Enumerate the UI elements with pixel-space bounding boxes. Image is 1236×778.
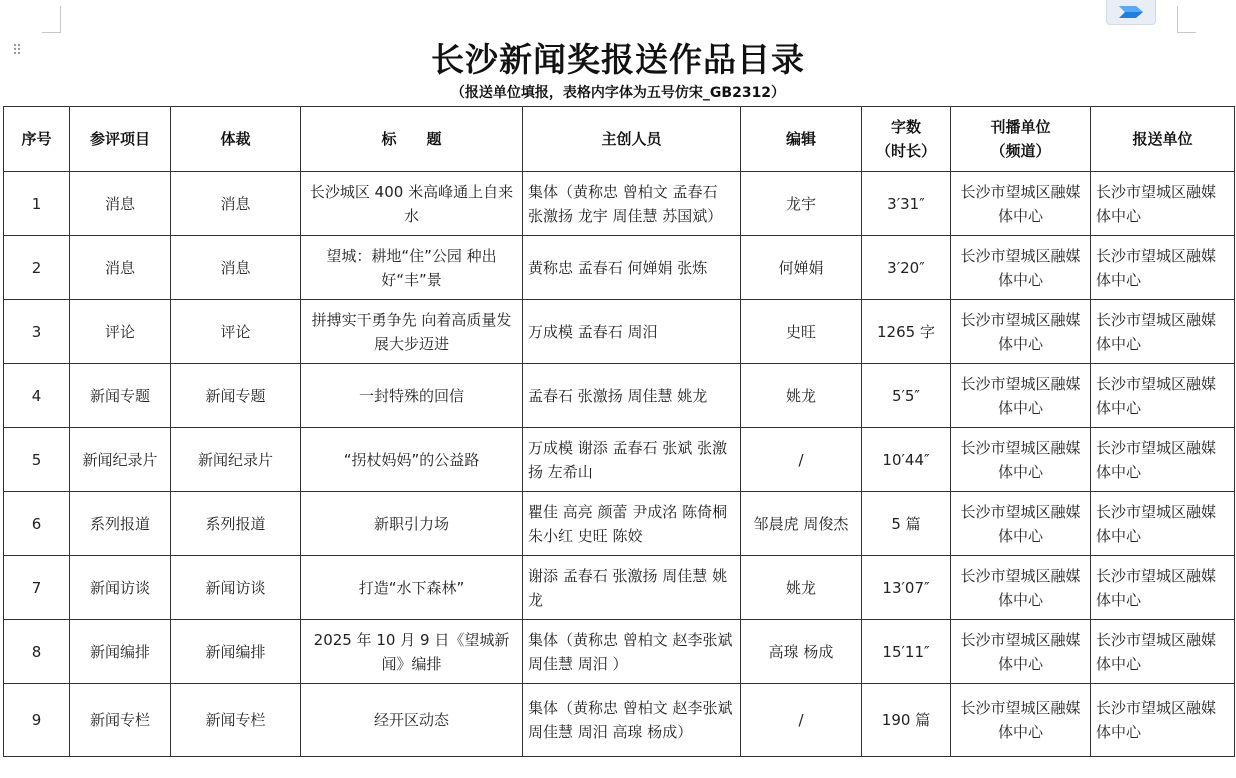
cell-category: 评论 <box>70 300 171 364</box>
cell-title: 望城：耕地“住”公园 种出好“丰”景 <box>301 236 523 300</box>
header-no: 序号 <box>4 107 70 172</box>
cell-genre: 新闻专题 <box>171 364 301 428</box>
cell-publisher: 长沙市望城区融媒体中心 <box>951 684 1091 757</box>
cell-publisher: 长沙市望城区融媒体中心 <box>951 236 1091 300</box>
cell-title: 拼搏实干勇争先 向着高质量发展大步迈进 <box>301 300 523 364</box>
cell-creators: 黄称忠 孟春石 何婵娟 张炼 <box>523 236 741 300</box>
cell-creators: 万成模 孟春石 周汨 <box>523 300 741 364</box>
table-row <box>4 684 1235 757</box>
header-length-line1: 字数 <box>890 118 921 136</box>
table-row <box>4 236 1235 300</box>
cell-creators: 万成模 谢添 孟春石 张斌 张激扬 左希山 <box>523 428 741 492</box>
cell-genre: 新闻纪录片 <box>171 428 301 492</box>
cell-editor: 龙宇 <box>741 172 862 236</box>
cell-no: 5 <box>4 428 70 492</box>
cell-editor: 邹晨虎 周俊杰 <box>741 492 862 556</box>
cell-submitter: 长沙市望城区融媒体中心 <box>1091 364 1235 428</box>
cell-submitter: 长沙市望城区融媒体中心 <box>1091 236 1235 300</box>
cell-category: 消息 <box>70 172 171 236</box>
cell-length: 15′11″ <box>862 620 951 684</box>
drag-handle-icon[interactable]: ⠿ <box>12 43 22 59</box>
cell-no: 2 <box>4 236 70 300</box>
cell-editor: / <box>741 428 862 492</box>
cell-title: 2025 年 10 月 9 日《望城新闻》编排 <box>301 620 523 684</box>
cell-editor: / <box>741 684 862 757</box>
table-row <box>4 492 1235 556</box>
cell-creators: 集体（黄称忠 曾柏文 孟春石 张激扬 龙宇 周佳慧 苏国斌） <box>523 172 741 236</box>
header-category: 参评项目 <box>70 107 171 172</box>
page-corner-mark-right <box>1177 6 1196 33</box>
cell-editor: 高瑔 杨成 <box>741 620 862 684</box>
cell-publisher: 长沙市望城区融媒体中心 <box>951 300 1091 364</box>
cell-editor: 姚龙 <box>741 556 862 620</box>
cell-title: 打造“水下森林” <box>301 556 523 620</box>
header-genre: 体裁 <box>171 107 301 172</box>
cell-submitter: 长沙市望城区融媒体中心 <box>1091 684 1235 757</box>
header-submitter: 报送单位 <box>1091 107 1235 172</box>
cell-title: 新职引力场 <box>301 492 523 556</box>
cell-category: 新闻专栏 <box>70 684 171 757</box>
cell-creators: 集体（黄称忠 曾柏文 赵李张斌 周佳慧 周汨 高瑔 杨成） <box>523 684 741 757</box>
cell-title: 长沙城区 400 米高峰通上自来水 <box>301 172 523 236</box>
document-subtitle: （报送单位填报，表格内字体为五号仿宋_GB2312） <box>450 85 786 101</box>
header-length-line2: （时长） <box>875 142 936 160</box>
cell-publisher: 长沙市望城区融媒体中心 <box>951 428 1091 492</box>
cell-submitter: 长沙市望城区融媒体中心 <box>1091 620 1235 684</box>
header-creators: 主创人员 <box>523 107 741 172</box>
cell-publisher: 长沙市望城区融媒体中心 <box>951 556 1091 620</box>
header-publisher <box>951 107 1091 172</box>
table-row <box>4 300 1235 364</box>
document-title: 长沙新闻奖报送作品目录 <box>431 40 805 79</box>
cell-submitter: 长沙市望城区融媒体中心 <box>1091 492 1235 556</box>
cell-editor: 何婵娟 <box>741 236 862 300</box>
cell-submitter: 长沙市望城区融媒体中心 <box>1091 172 1235 236</box>
cell-no: 9 <box>4 684 70 757</box>
header-editor: 编辑 <box>741 107 862 172</box>
cell-length: 5 篇 <box>862 492 951 556</box>
cell-submitter: 长沙市望城区融媒体中心 <box>1091 300 1235 364</box>
cell-length: 13′07″ <box>862 556 951 620</box>
submission-table <box>3 106 1235 757</box>
cell-editor: 史旺 <box>741 300 862 364</box>
cell-length: 190 篇 <box>862 684 951 757</box>
cell-genre: 评论 <box>171 300 301 364</box>
header-title: 标 题 <box>301 107 523 172</box>
header-publisher-line2: （频道） <box>990 142 1051 160</box>
cell-editor: 姚龙 <box>741 364 862 428</box>
cell-genre: 新闻访谈 <box>171 556 301 620</box>
floating-toggle-button[interactable] <box>1106 0 1156 25</box>
cell-genre: 系列报道 <box>171 492 301 556</box>
header-publisher-line1: 刊播单位 <box>990 118 1051 136</box>
cell-title: “拐杖妈妈”的公益路 <box>301 428 523 492</box>
cell-creators: 孟春石 张激扬 周佳慧 姚龙 <box>523 364 741 428</box>
cell-title: 经开区动态 <box>301 684 523 757</box>
cell-publisher: 长沙市望城区融媒体中心 <box>951 364 1091 428</box>
table-row <box>4 428 1235 492</box>
cell-publisher: 长沙市望城区融媒体中心 <box>951 620 1091 684</box>
table-row <box>4 620 1235 684</box>
cell-creators: 谢添 孟春石 张激扬 周佳慧 姚龙 <box>523 556 741 620</box>
cell-no: 1 <box>4 172 70 236</box>
cell-category: 新闻编排 <box>70 620 171 684</box>
cell-submitter: 长沙市望城区融媒体中心 <box>1091 428 1235 492</box>
cell-no: 8 <box>4 620 70 684</box>
cell-publisher: 长沙市望城区融媒体中心 <box>951 492 1091 556</box>
cell-category: 新闻纪录片 <box>70 428 171 492</box>
cell-creators: 瞿佳 高亮 颜蕾 尹成洺 陈倚桐 朱小红 史旺 陈姣 <box>523 492 741 556</box>
cell-no: 6 <box>4 492 70 556</box>
cell-genre: 消息 <box>171 236 301 300</box>
cell-length: 3′20″ <box>862 236 951 300</box>
cell-publisher: 长沙市望城区融媒体中心 <box>951 172 1091 236</box>
cell-length: 5′5″ <box>862 364 951 428</box>
cell-category: 新闻访谈 <box>70 556 171 620</box>
cell-genre: 新闻编排 <box>171 620 301 684</box>
table-header-row <box>4 107 1235 172</box>
cell-title: 一封特殊的回信 <box>301 364 523 428</box>
cell-no: 3 <box>4 300 70 364</box>
cell-category: 系列报道 <box>70 492 171 556</box>
table-row <box>4 172 1235 236</box>
cell-submitter: 长沙市望城区融媒体中心 <box>1091 556 1235 620</box>
cell-length: 1265 字 <box>862 300 951 364</box>
cell-no: 7 <box>4 556 70 620</box>
table-row <box>4 364 1235 428</box>
page-corner-mark-left <box>42 6 61 33</box>
cell-creators: 集体（黄称忠 曾柏文 赵李张斌 周佳慧 周汨 ） <box>523 620 741 684</box>
arrow-right-icon <box>1116 4 1146 20</box>
cell-genre: 新闻专栏 <box>171 684 301 757</box>
cell-genre: 消息 <box>171 172 301 236</box>
cell-category: 消息 <box>70 236 171 300</box>
table-row <box>4 556 1235 620</box>
cell-category: 新闻专题 <box>70 364 171 428</box>
header-length <box>862 107 951 172</box>
cell-no: 4 <box>4 364 70 428</box>
cell-length: 3′31″ <box>862 172 951 236</box>
cell-length: 10′44″ <box>862 428 951 492</box>
